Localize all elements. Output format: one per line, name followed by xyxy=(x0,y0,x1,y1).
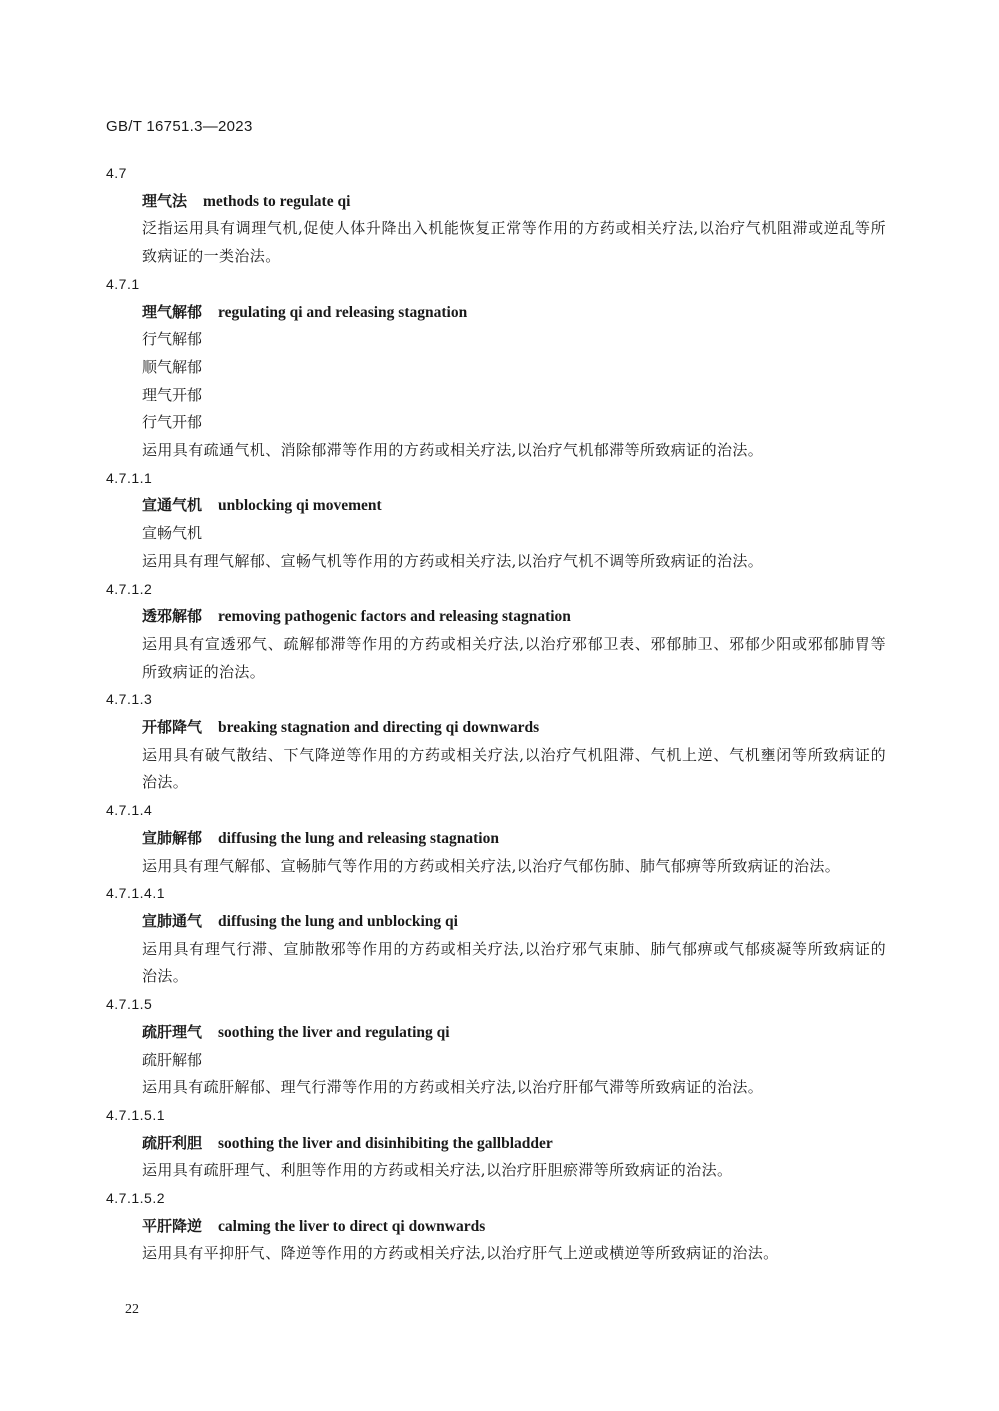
term-chinese: 疏肝利胆 xyxy=(142,1133,203,1152)
term-english: diffusing the lung and unblocking qi xyxy=(218,912,458,930)
synonym-term: 理气开郁 xyxy=(142,385,203,404)
clause-number: 4.7.1.1 xyxy=(106,469,153,486)
term-heading xyxy=(106,1019,886,1047)
term-heading xyxy=(106,603,886,631)
clause-number: 4.7.1.5.1 xyxy=(106,1106,165,1123)
term-heading xyxy=(106,825,886,853)
synonym-term: 行气开郁 xyxy=(142,413,203,432)
clause-number: 4.7.1.4.1 xyxy=(106,885,165,902)
clause-number: 4.7.1.5.2 xyxy=(106,1190,165,1207)
term-english: unblocking qi movement xyxy=(218,497,382,515)
term-chinese: 理气解郁 xyxy=(142,302,203,321)
term-chinese: 宣肺通气 xyxy=(142,911,203,930)
synonym-term: 行气解郁 xyxy=(142,330,203,349)
term-chinese: 理气法 xyxy=(142,191,188,210)
term-english: calming the liver to direct qi downwards xyxy=(218,1217,486,1235)
clause-number: 4.7 xyxy=(106,165,127,181)
clause-number: 4.7.1.4 xyxy=(106,802,153,819)
definition-text: 运用具有平抑肝气、降逆等作用的方药或相关疗法,以治疗肝气上逆或横逆等所致病证的治法。 xyxy=(142,1244,779,1263)
term-heading xyxy=(106,1130,886,1158)
term-chinese: 平肝降逆 xyxy=(142,1216,203,1235)
definition-text: 运用具有疏肝解郁、理气行滞等作用的方药或相关疗法,以治疗肝郁气滞等所致病证的治法。 xyxy=(142,1078,764,1097)
term-english: methods to regulate qi xyxy=(203,192,351,210)
definition-text: 运用具有宣透邪气、疏解郁滞等作用的方药或相关疗法,以治疗邪郁卫表、邪郁肺卫、邪郁少阳或邪郁肺胃等所致病证的治法。 xyxy=(142,634,886,681)
term-english: regulating qi and releasing stagnation xyxy=(218,303,468,321)
term-chinese: 宣通气机 xyxy=(142,496,203,515)
term-english: soothing the liver and regulating qi xyxy=(218,1023,450,1041)
synonym-term: 顺气解郁 xyxy=(142,357,203,376)
term-english: diffusing the lung and releasing stagnation xyxy=(218,829,499,847)
definition-text: 泛指运用具有调理气机,促使人体升降出入机能恢复正常等作用的方药或相关疗法,以治疗气机阻滞或逆乱等所致病证的一类治法。 xyxy=(142,219,886,266)
definition-text: 运用具有理气解郁、宣畅气机等作用的方药或相关疗法,以治疗气机不调等所致病证的治法。 xyxy=(142,551,764,570)
clause-number: 4.7.1 xyxy=(106,275,140,292)
synonym-term: 疏肝解郁 xyxy=(142,1050,203,1069)
term-heading xyxy=(106,188,886,216)
definition-text: 运用具有疏肝理气、利胆等作用的方药或相关疗法,以治疗肝胆瘀滞等所致病证的治法。 xyxy=(142,1161,733,1180)
document-header: GB/T 16751.3—2023 xyxy=(106,118,253,135)
term-chinese: 开郁降气 xyxy=(142,718,203,737)
definition-text: 运用具有破气散结、下气降逆等作用的方药或相关疗法,以治疗气机阻滞、气机上逆、气机壅闭等所致病证的治法。 xyxy=(142,745,886,792)
term-heading xyxy=(106,299,886,327)
page-number: 22 xyxy=(125,1302,139,1317)
document-body xyxy=(106,160,886,1268)
definition-text: 运用具有疏通气机、消除郁滞等作用的方药或相关疗法,以治疗气机郁滞等所致病证的治法。 xyxy=(142,441,764,460)
term-english: removing pathogenic factors and releasing stagnation xyxy=(218,608,571,626)
term-english: breaking stagnation and directing qi downwards xyxy=(218,719,540,737)
term-chinese: 疏肝理气 xyxy=(142,1022,203,1041)
term-chinese: 宣肺解郁 xyxy=(142,828,203,847)
term-heading xyxy=(106,1213,886,1241)
term-heading xyxy=(106,714,886,742)
term-english: soothing the liver and disinhibiting the gallbladder xyxy=(218,1134,553,1152)
synonym-term: 宣畅气机 xyxy=(142,524,203,543)
definition-text: 运用具有理气行滞、宣肺散邪等作用的方药或相关疗法,以治疗邪气束肺、肺气郁痹或气郁痰凝等所致病证的治法。 xyxy=(142,939,886,986)
clause-number: 4.7.1.5 xyxy=(106,996,153,1013)
definition-text: 运用具有理气解郁、宣畅肺气等作用的方药或相关疗法,以治疗气郁伤肺、肺气郁痹等所致病证的治法。 xyxy=(142,856,841,875)
term-heading xyxy=(106,492,886,520)
term-chinese: 透邪解郁 xyxy=(142,607,203,626)
term-heading xyxy=(106,908,886,936)
clause-number: 4.7.1.3 xyxy=(106,691,153,708)
clause-number: 4.7.1.2 xyxy=(106,580,153,597)
